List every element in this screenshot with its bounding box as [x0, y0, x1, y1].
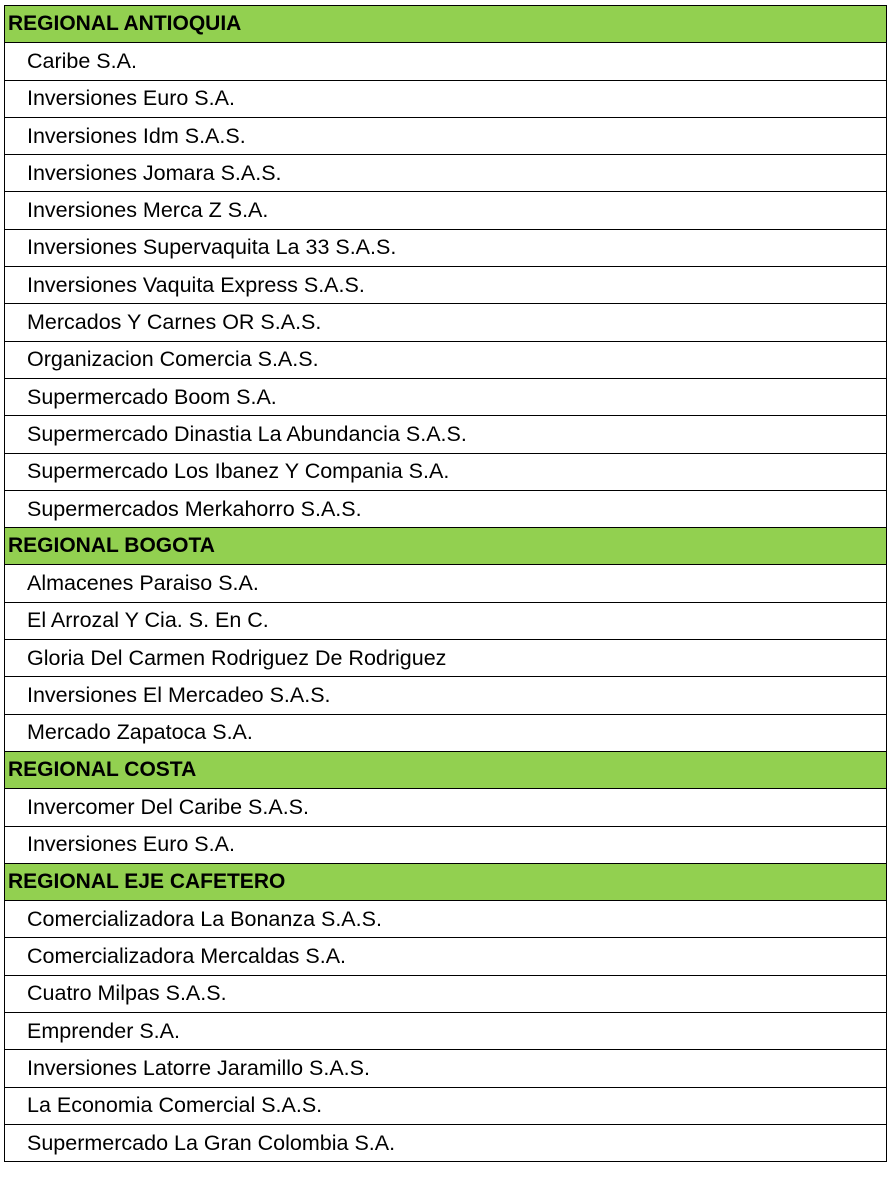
company-name: Almacenes Paraiso S.A.	[5, 565, 887, 602]
company-name: Supermercados Merkahorro S.A.S.	[5, 490, 887, 527]
company-name: Inversiones Idm S.A.S.	[5, 117, 887, 154]
region-title: REGIONAL BOGOTA	[5, 528, 887, 565]
company-row	[5, 565, 887, 602]
company-name: Emprender S.A.	[5, 1013, 887, 1050]
company-row	[5, 304, 887, 341]
company-name: Comercializadora Mercaldas S.A.	[5, 938, 887, 975]
region-header-antioquia	[5, 6, 887, 43]
company-row	[5, 1087, 887, 1124]
company-name: El Arrozal Y Cia. S. En C.	[5, 602, 887, 639]
company-name: Supermercado Dinastia La Abundancia S.A.S.	[5, 416, 887, 453]
company-name: Supermercado Boom S.A.	[5, 378, 887, 415]
region-title: REGIONAL ANTIOQUIA	[5, 6, 887, 43]
company-row	[5, 416, 887, 453]
company-name: La Economia Comercial S.A.S.	[5, 1087, 887, 1124]
company-name: Inversiones Euro S.A.	[5, 826, 887, 863]
region-title: REGIONAL COSTA	[5, 751, 887, 788]
company-row	[5, 938, 887, 975]
company-row	[5, 602, 887, 639]
company-row	[5, 677, 887, 714]
company-row	[5, 229, 887, 266]
company-name: Inversiones Latorre Jaramillo S.A.S.	[5, 1050, 887, 1087]
company-row	[5, 789, 887, 826]
region-header-costa	[5, 751, 887, 788]
company-name: Inversiones Vaquita Express S.A.S.	[5, 267, 887, 304]
company-name: Supermercado Los Ibanez Y Compania S.A.	[5, 453, 887, 490]
company-name: Gloria Del Carmen Rodriguez De Rodriguez	[5, 640, 887, 677]
company-name: Inversiones Supervaquita La 33 S.A.S.	[5, 229, 887, 266]
company-name: Cuatro Milpas S.A.S.	[5, 975, 887, 1012]
company-row	[5, 1124, 887, 1161]
company-row	[5, 490, 887, 527]
company-name: Mercados Y Carnes OR S.A.S.	[5, 304, 887, 341]
company-row	[5, 267, 887, 304]
company-row	[5, 341, 887, 378]
table-body	[5, 6, 887, 1162]
company-row	[5, 192, 887, 229]
company-name: Inversiones Jomara S.A.S.	[5, 155, 887, 192]
company-name: Inversiones El Mercadeo S.A.S.	[5, 677, 887, 714]
company-row	[5, 975, 887, 1012]
company-row	[5, 1013, 887, 1050]
region-header-bogota	[5, 528, 887, 565]
company-row	[5, 155, 887, 192]
company-row	[5, 1050, 887, 1087]
company-row	[5, 901, 887, 938]
company-name: Mercado Zapatoca S.A.	[5, 714, 887, 751]
company-name: Organizacion Comercia S.A.S.	[5, 341, 887, 378]
company-name: Caribe S.A.	[5, 43, 887, 80]
company-row	[5, 378, 887, 415]
company-row	[5, 117, 887, 154]
regional-companies-table	[4, 5, 887, 1162]
region-title: REGIONAL EJE CAFETERO	[5, 863, 887, 900]
company-row	[5, 80, 887, 117]
company-name: Invercomer Del Caribe S.A.S.	[5, 789, 887, 826]
company-name: Inversiones Merca Z S.A.	[5, 192, 887, 229]
company-row	[5, 714, 887, 751]
company-row	[5, 826, 887, 863]
company-name: Inversiones Euro S.A.	[5, 80, 887, 117]
company-name: Comercializadora La Bonanza S.A.S.	[5, 901, 887, 938]
company-name: Supermercado La Gran Colombia S.A.	[5, 1124, 887, 1161]
company-row	[5, 43, 887, 80]
company-row	[5, 453, 887, 490]
region-header-eje-cafetero	[5, 863, 887, 900]
company-row	[5, 640, 887, 677]
